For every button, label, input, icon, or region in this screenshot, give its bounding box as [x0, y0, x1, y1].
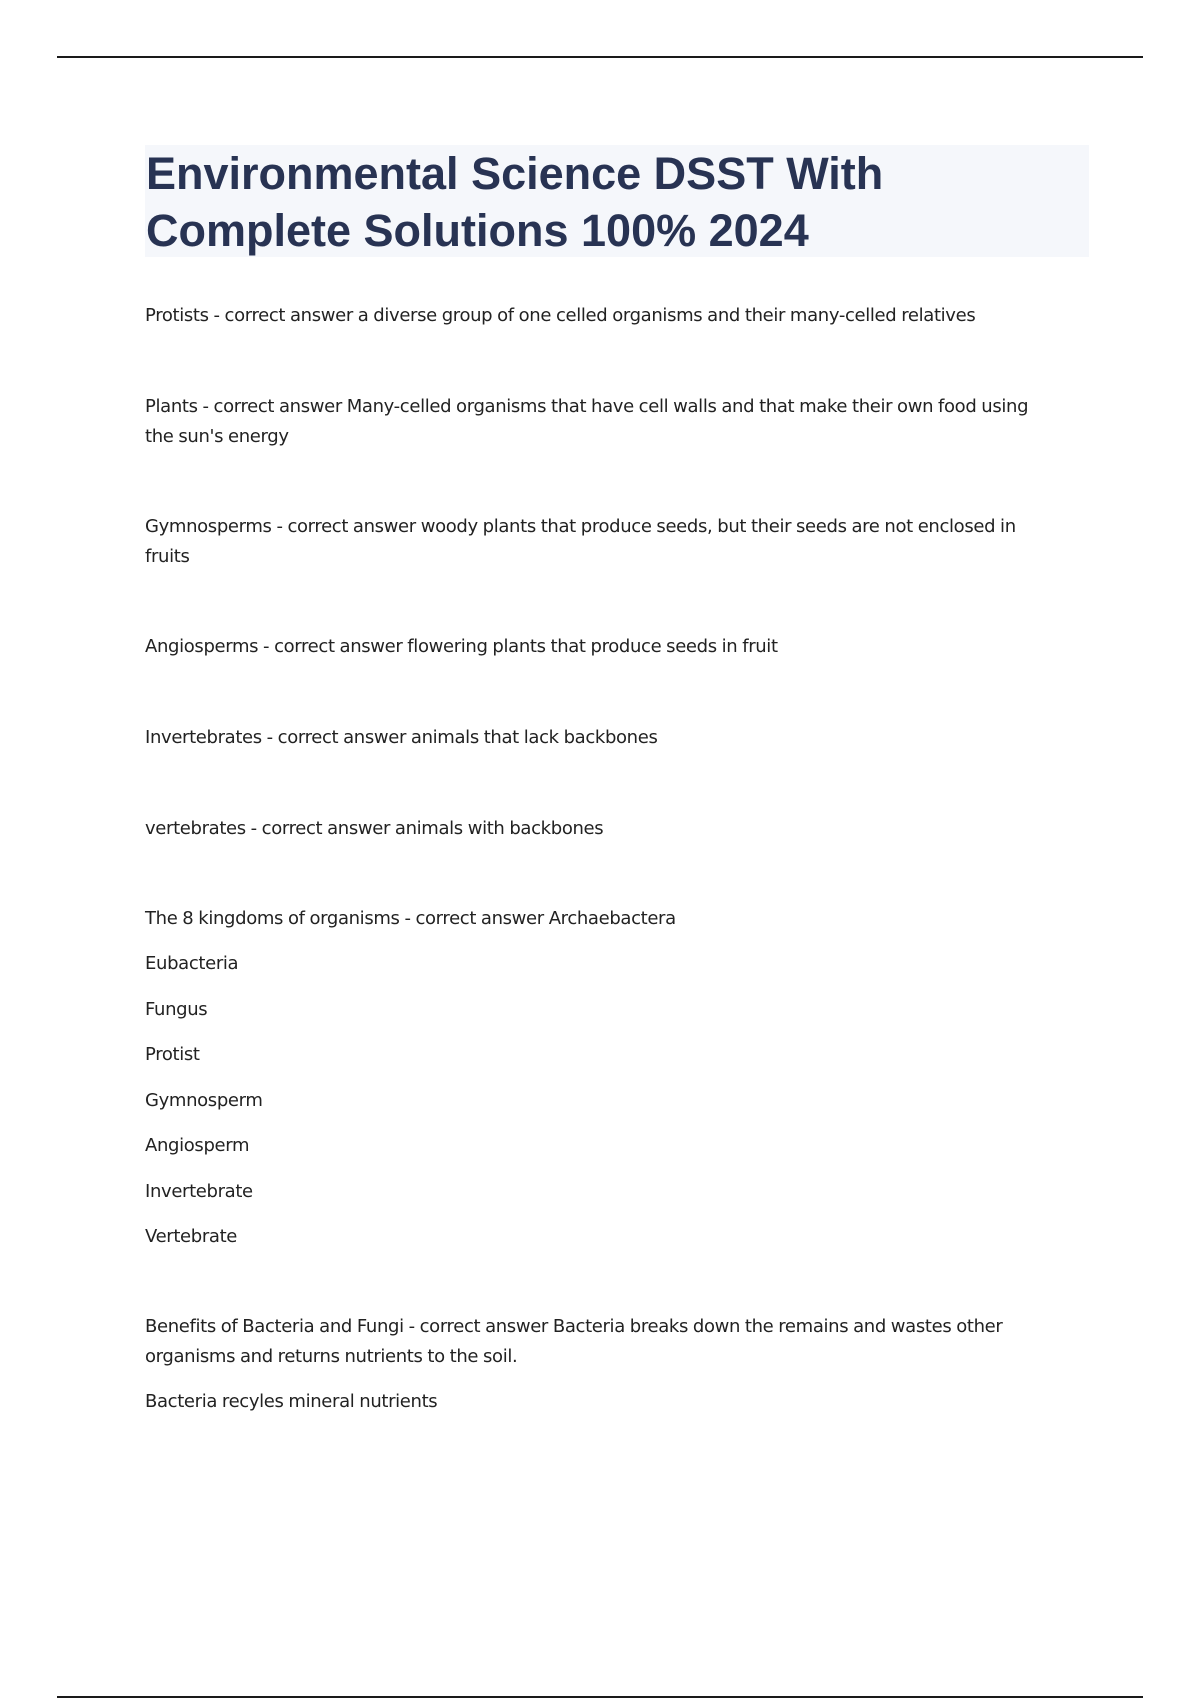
entry-text: Bacteria recyles mineral nutrients	[145, 1391, 438, 1412]
entry-text: organisms and returns nutrients to the soil.	[145, 1346, 518, 1367]
entry-text: Invertebrate	[145, 1181, 253, 1202]
entry-text: Angiosperm	[145, 1135, 250, 1156]
page-title	[146, 145, 1086, 259]
entry-text: vertebrates - correct answer animals with backbones	[145, 818, 604, 839]
entry-text: Benefits of Bacteria and Fungi - correct answer Bacteria breaks down the remains and wastes other	[145, 1316, 1003, 1337]
entry-text: Vertebrate	[145, 1226, 238, 1247]
entry-text: Plants - correct answer Many-celled organisms that have cell walls and that make their own food using	[145, 396, 1029, 417]
entry-invertebrates	[145, 723, 1085, 753]
entry-bacteria-recycles	[145, 1387, 1085, 1417]
list-item	[145, 1177, 1085, 1207]
entry-text: the sun's energy	[145, 426, 289, 447]
entry-text: Eubacteria	[145, 953, 239, 974]
entry-text: Gymnosperm	[145, 1090, 263, 1111]
list-item	[145, 1040, 1085, 1070]
entry-kingdoms	[145, 904, 1085, 934]
top-divider	[57, 56, 1143, 58]
entry-protists	[145, 301, 1085, 331]
list-item	[145, 995, 1085, 1025]
title-banner	[145, 145, 1089, 257]
list-item	[145, 949, 1085, 979]
bottom-divider	[57, 1696, 1143, 1698]
entry-text: Protists - correct answer a diverse group of one celled organisms and their many-celled relatives	[145, 305, 976, 326]
entry-text: Fungus	[145, 999, 208, 1020]
list-item	[145, 1131, 1085, 1161]
entry-text: Gymnosperms - correct answer woody plants that produce seeds, but their seeds are not enclosed in	[145, 516, 1016, 537]
title-line-2: Complete Solutions 100% 2024	[146, 205, 809, 256]
entry-benefits	[145, 1312, 1085, 1372]
entry-text: fruits	[145, 546, 190, 567]
list-item	[145, 1086, 1085, 1116]
title-line-1: Environmental Science DSST With	[146, 148, 884, 199]
entry-angiosperms	[145, 632, 1085, 662]
entry-gymnosperms	[145, 512, 1085, 572]
entry-vertebrates	[145, 814, 1085, 844]
entry-plants	[145, 392, 1085, 452]
entry-text: Invertebrates - correct answer animals that lack backbones	[145, 727, 658, 748]
entry-text: Protist	[145, 1044, 200, 1065]
entry-text: Angiosperms - correct answer flowering plants that produce seeds in fruit	[145, 636, 778, 657]
list-item	[145, 1222, 1085, 1252]
entry-text: The 8 kingdoms of organisms - correct answer Archaebactera	[145, 908, 676, 929]
